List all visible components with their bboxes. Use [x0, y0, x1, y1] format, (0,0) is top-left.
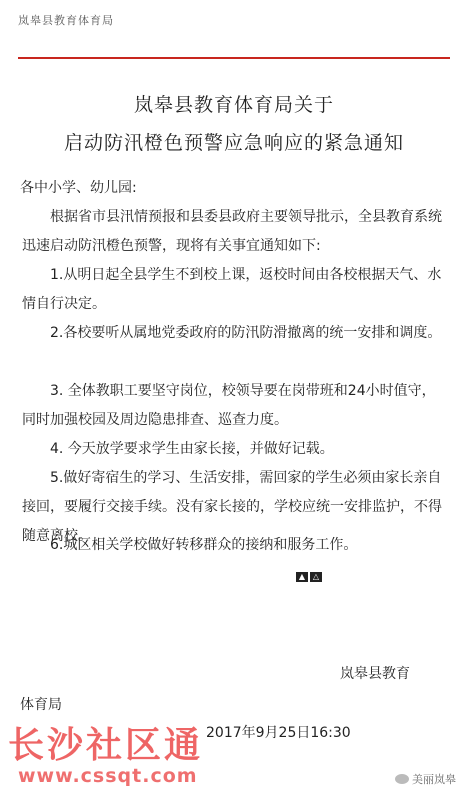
notice-item-4: 4. 今天放学要求学生由家长接，并做好记载。 — [50, 441, 334, 457]
notice-item-2: 2.各校要听从属地党委政府的防汛防滑撤离的统一安排和调度。 — [50, 325, 442, 341]
letterhead: 岚皋县教育体育局 — [18, 14, 114, 27]
notice-item-6: 6.城区相关学校做好转移群众的接纳和服务工作。 — [50, 537, 358, 553]
wechat-icon — [395, 774, 409, 784]
greeting: 各中小学、幼儿园: — [20, 180, 137, 196]
intro-paragraph: 根据省市县汛情预报和县委县政府主要领导批示，全县教育系统迅速启动防汛橙色预警，现将有关事宜通知如下: — [22, 209, 442, 254]
account-watermark — [395, 771, 456, 787]
red-divider — [18, 57, 450, 59]
site-url-watermark: www.cssqt.com — [18, 765, 198, 787]
document-title-line1: 岚皋县教育体育局关于 — [133, 94, 334, 116]
notice-item-1: 1.从明日起全县学生不到校上课，返校时间由各校根据天气、水情自行决定。 — [22, 267, 442, 312]
small-icons — [296, 572, 322, 582]
warning-icon: △ — [310, 572, 322, 582]
account-name: 美丽岚皋 — [412, 773, 456, 786]
signature-org-continued: 体育局 — [20, 697, 62, 713]
site-watermark: 长沙社区通 — [8, 725, 204, 766]
signature-org: 岚皋县教育 — [340, 666, 410, 682]
notice-item-3: 3. 全体教职工要坚守岗位，校领导要在岗带班和24小时值守，同时加强校园及周边隐患排查、巡查力度。 — [22, 383, 436, 428]
signature-date: 2017年9月25日16:30 — [206, 725, 351, 741]
notice-item-5: 5.做好寄宿生的学习、生活安排，需回家的学生必须由家长亲自接回，要履行交接手续。没有家长接的，学校应统一安排监护，不得随意离校。 — [22, 470, 442, 544]
document-title-line2: 启动防汛橙色预警应急响应的紧急通知 — [63, 132, 404, 154]
image-icon: ▲ — [296, 572, 308, 582]
